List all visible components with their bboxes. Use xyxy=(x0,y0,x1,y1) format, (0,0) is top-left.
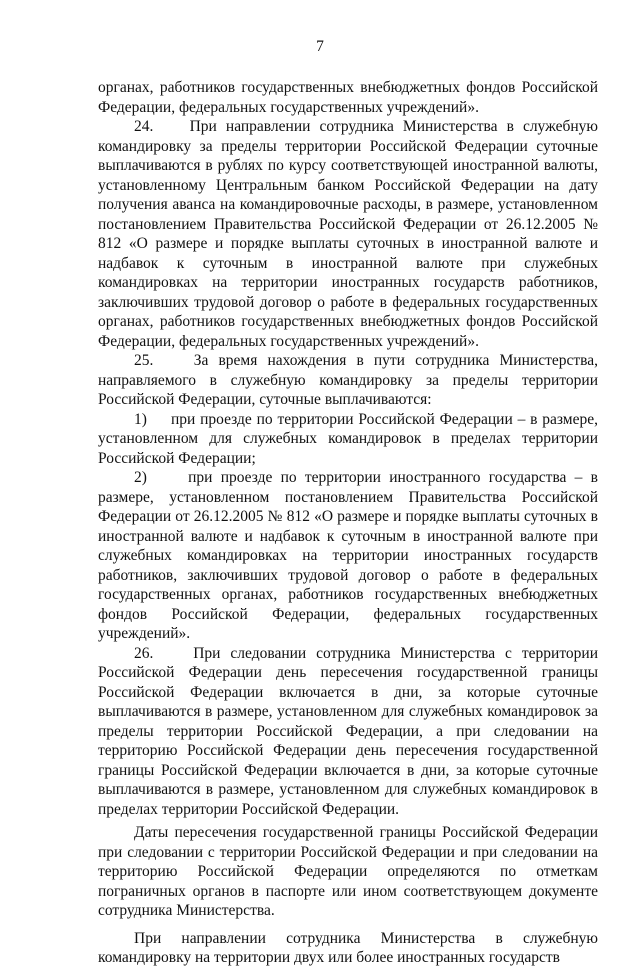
paragraph-continuation: органах, работников государственных внебюджетных фондов Российской Федерации, федеральных государственных учреждений». xyxy=(98,79,598,116)
paragraph-25-item-2: 2) при проезде по территории иностранного государства – в размере, установленном постановлением Правительства Российской Федерации от 26.12.2005 № 812 «О размере и порядке выплаты суточных в иностранной валюте и надбавок к суточным в иностранной валюте при служебных командировках на территории иностранных государств работников, заключивших трудовой договор о работе в федеральных государственных органах, работников государственных внебюджетных фондов Российской Федерации, федеральных государственных учреждений». xyxy=(98,469,598,642)
page-number: 7 xyxy=(316,38,324,55)
paragraph-26: 26. При следовании сотрудника Министерства с территории Российской Федерации день пересечения государственной границы Российской Федерации включается в дни, за которые суточные выплачиваются в размере, установленном для служебных командировок за пределы территории Российской Федерации, а при следовании на территорию Российской Федерации день пересечения государственной границы Российской Федерации включается в дни, за которые суточные выплачиваются в размере, установленном для служебных командировок в пределах территории Российской Федерации. xyxy=(98,644,598,818)
paragraph-25-item-1: 1) при проезде по территории Российской Федерации – в размере, установленном для служебных командировок в пределах территории Российской Федерации; xyxy=(98,410,598,467)
paragraph-25: 25. За время нахождения в пути сотрудника Министерства, направляемого в служебную командировку за пределы территории Российской Федерации, суточные выплачиваются: xyxy=(98,352,598,408)
paragraph-multiple-states: При направлении сотрудника Министерства в служебную командировку на территории двух или более иностранных государств xyxy=(98,929,598,966)
paragraph-border-dates: Даты пересечения государственной границы Российской Федерации при следовании с территории Российской Федерации и при следовании на территорию Российской Федерации определяются по отметкам пограничных органов в паспорте или ином соответствующем документе сотрудника Министерства. xyxy=(98,824,598,919)
paragraph-24: 24. При направлении сотрудника Министерства в служебную командировку за пределы территории Российской Федерации суточные выплачиваются в рублях по курсу соответствующей иностранной валюты, установленному Центральным банком Российской Федерации на дату получения аванса на командировочные расходы, в размере, установленном постановлением Правительства Российской Федерации от 26.12.2005 № 812 «О размере и порядке выплаты суточных в иностранной валюте и надбавок к суточным в иностранной валюте при служебных командировках на территории иностранных государств работников, заключивших трудовой договор о работе в федеральных государственных органах, работников государственных внебюджетных фондов Российской Федерации, федеральных государственных учреждений». xyxy=(98,118,598,350)
document-body xyxy=(98,78,598,968)
